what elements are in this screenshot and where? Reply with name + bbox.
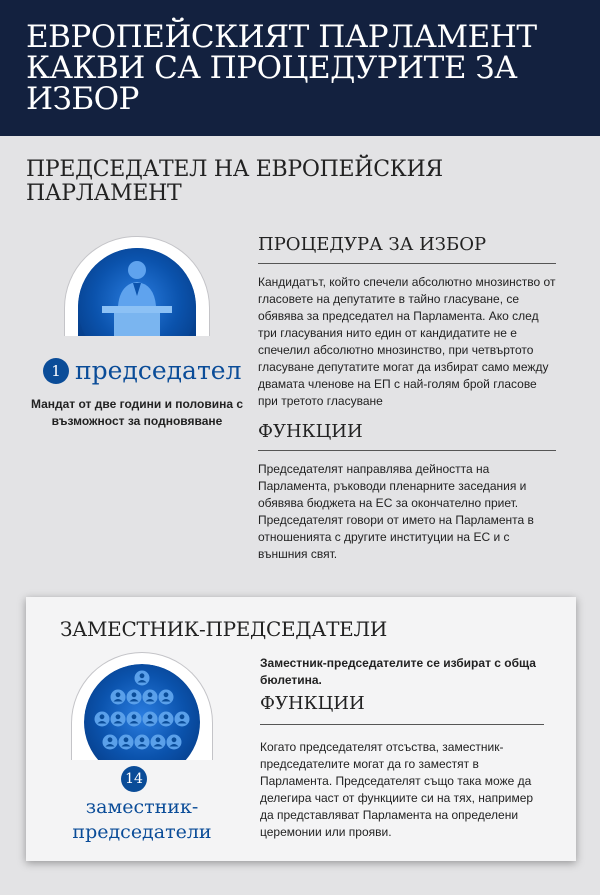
president-count-label: председател [75, 356, 242, 385]
president-mandate-text: Мандат от две години и половина с възможност за подновяване [30, 397, 244, 428]
president-functions-heading: ФУНКЦИИ [258, 421, 556, 451]
vice-presidents-card [26, 597, 576, 861]
president-functions-text: Председателят направлява дейността на Парламента, ръководи пленарните заседания и обявява бюджета на ЕС за окончателно приет. Председателят говори от името на Парламента в отношенията с другите институции на ЕС и с външния свят. [258, 462, 534, 561]
page-title: ЕВРОПЕЙСКИЯТ ПАРЛАМЕНТ КАКВИ СА ПРОЦЕДУРИТЕ ЗА ИЗБОР [26, 19, 537, 117]
page-header [0, 0, 600, 136]
vice-presidents-functions-heading: ФУНКЦИИ [260, 693, 544, 725]
vice-presidents-count-badge: 14 [121, 766, 147, 792]
procedure-heading: ПРОЦЕДУРА ЗА ИЗБОР [258, 234, 556, 264]
vice-presidents-functions-text: Когато председателят отсъства, заместник-председателите могат да го заместят в Парламента. Председателят също така може да делегира част от функциите си на тях, например да представляват Парламента на определени церемонии или прояви. [260, 740, 534, 839]
president-section-title: ПРЕДСЕДАТЕЛ НА ЕВРОПЕЙСКИЯ ПАРЛАМЕНТ [26, 157, 443, 206]
vice-presidents-section-title: ЗАМЕСТНИК-ПРЕДСЕДАТЕЛИ [60, 617, 387, 641]
vice-presidents-election-text: Заместник-председателите се избират с обща бюлетина. [260, 656, 536, 687]
vice-presidents-count-label-line1: заместник- [85, 796, 199, 818]
vice-presidents-count-label-line2: председатели [72, 821, 212, 843]
procedure-text: Кандидатът, който спечели абсолютно мнозинство от гласовете на депутатите в тайно гласуване, се обявява за председател на Парламента. Ако след три гласувания нито един от кандидатите не е спечелил абсолютно мнозинство, при четвъртото гласуване депутатите могат да избират само между двамата членове на ЕП с най-голям брой гласове при третото гласуване [258, 275, 556, 408]
president-count-badge: 1 [43, 358, 69, 384]
